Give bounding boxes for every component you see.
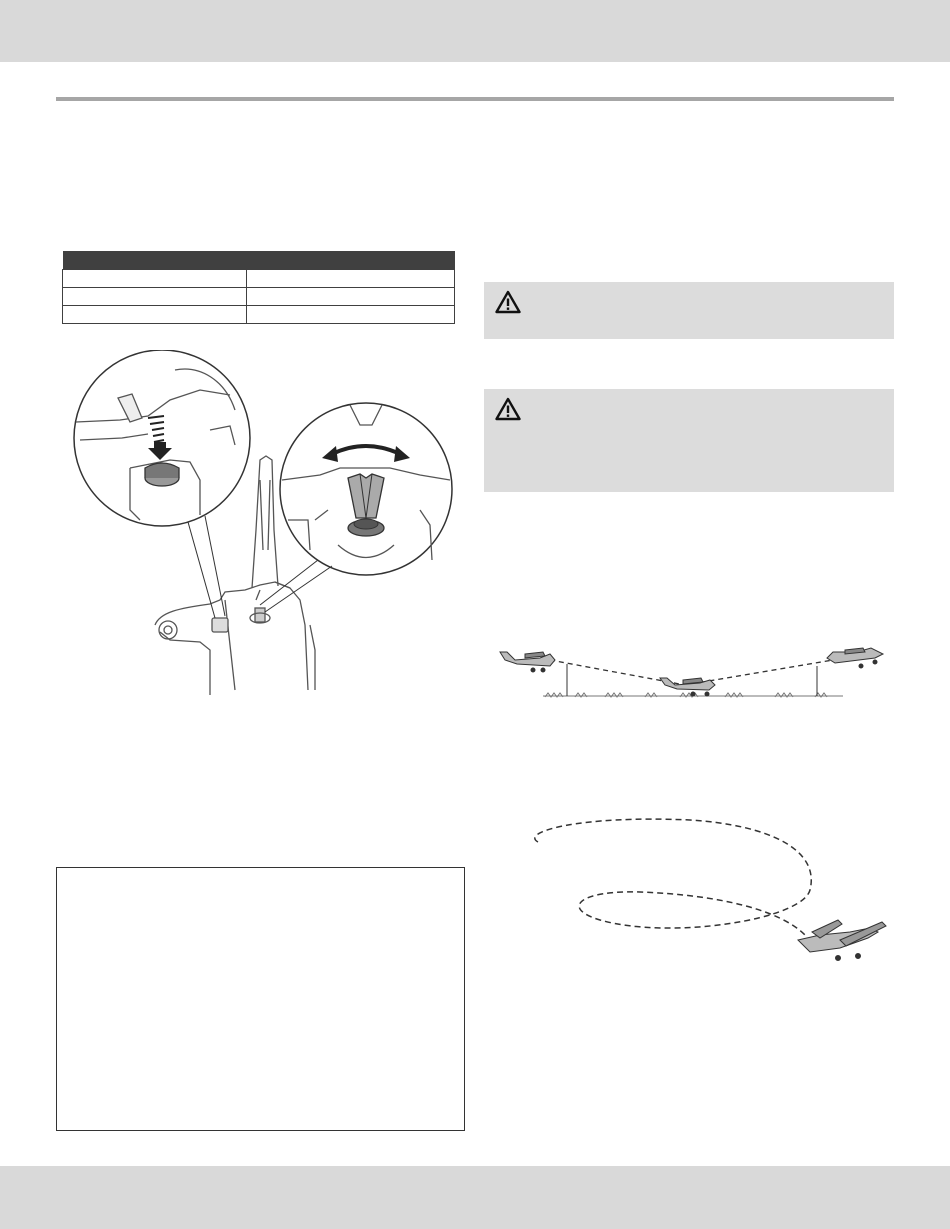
footer-band [0, 1166, 950, 1229]
table-cell [63, 270, 247, 288]
table-cell [63, 306, 247, 324]
table-cell [247, 306, 455, 324]
table-header-row [63, 251, 455, 270]
table-row [63, 306, 455, 324]
warning-box [484, 282, 894, 339]
header-band [0, 0, 950, 62]
transmitter-switch-illustration [60, 350, 460, 695]
zoom-circle-right [280, 403, 452, 575]
table-row [63, 288, 455, 306]
table-cell [63, 288, 247, 306]
table-header [63, 251, 455, 270]
warning-triangle-icon [495, 290, 521, 314]
table-cell [247, 288, 455, 306]
airplane-icon [660, 678, 715, 696]
table-row [63, 270, 455, 288]
airplane-icon [798, 920, 886, 961]
airplane-icon [827, 648, 883, 668]
note-box [56, 867, 465, 1131]
airplane-icon [500, 652, 555, 672]
table-cell [247, 270, 455, 288]
spec-table [62, 251, 455, 324]
warning-box [484, 389, 894, 492]
zoom-circle-left [74, 350, 250, 526]
header-rule [56, 97, 894, 101]
warning-triangle-icon [495, 397, 521, 421]
airplane-flight-pattern-illustration [520, 810, 890, 970]
airplane-ground-pass-illustration [495, 630, 895, 705]
